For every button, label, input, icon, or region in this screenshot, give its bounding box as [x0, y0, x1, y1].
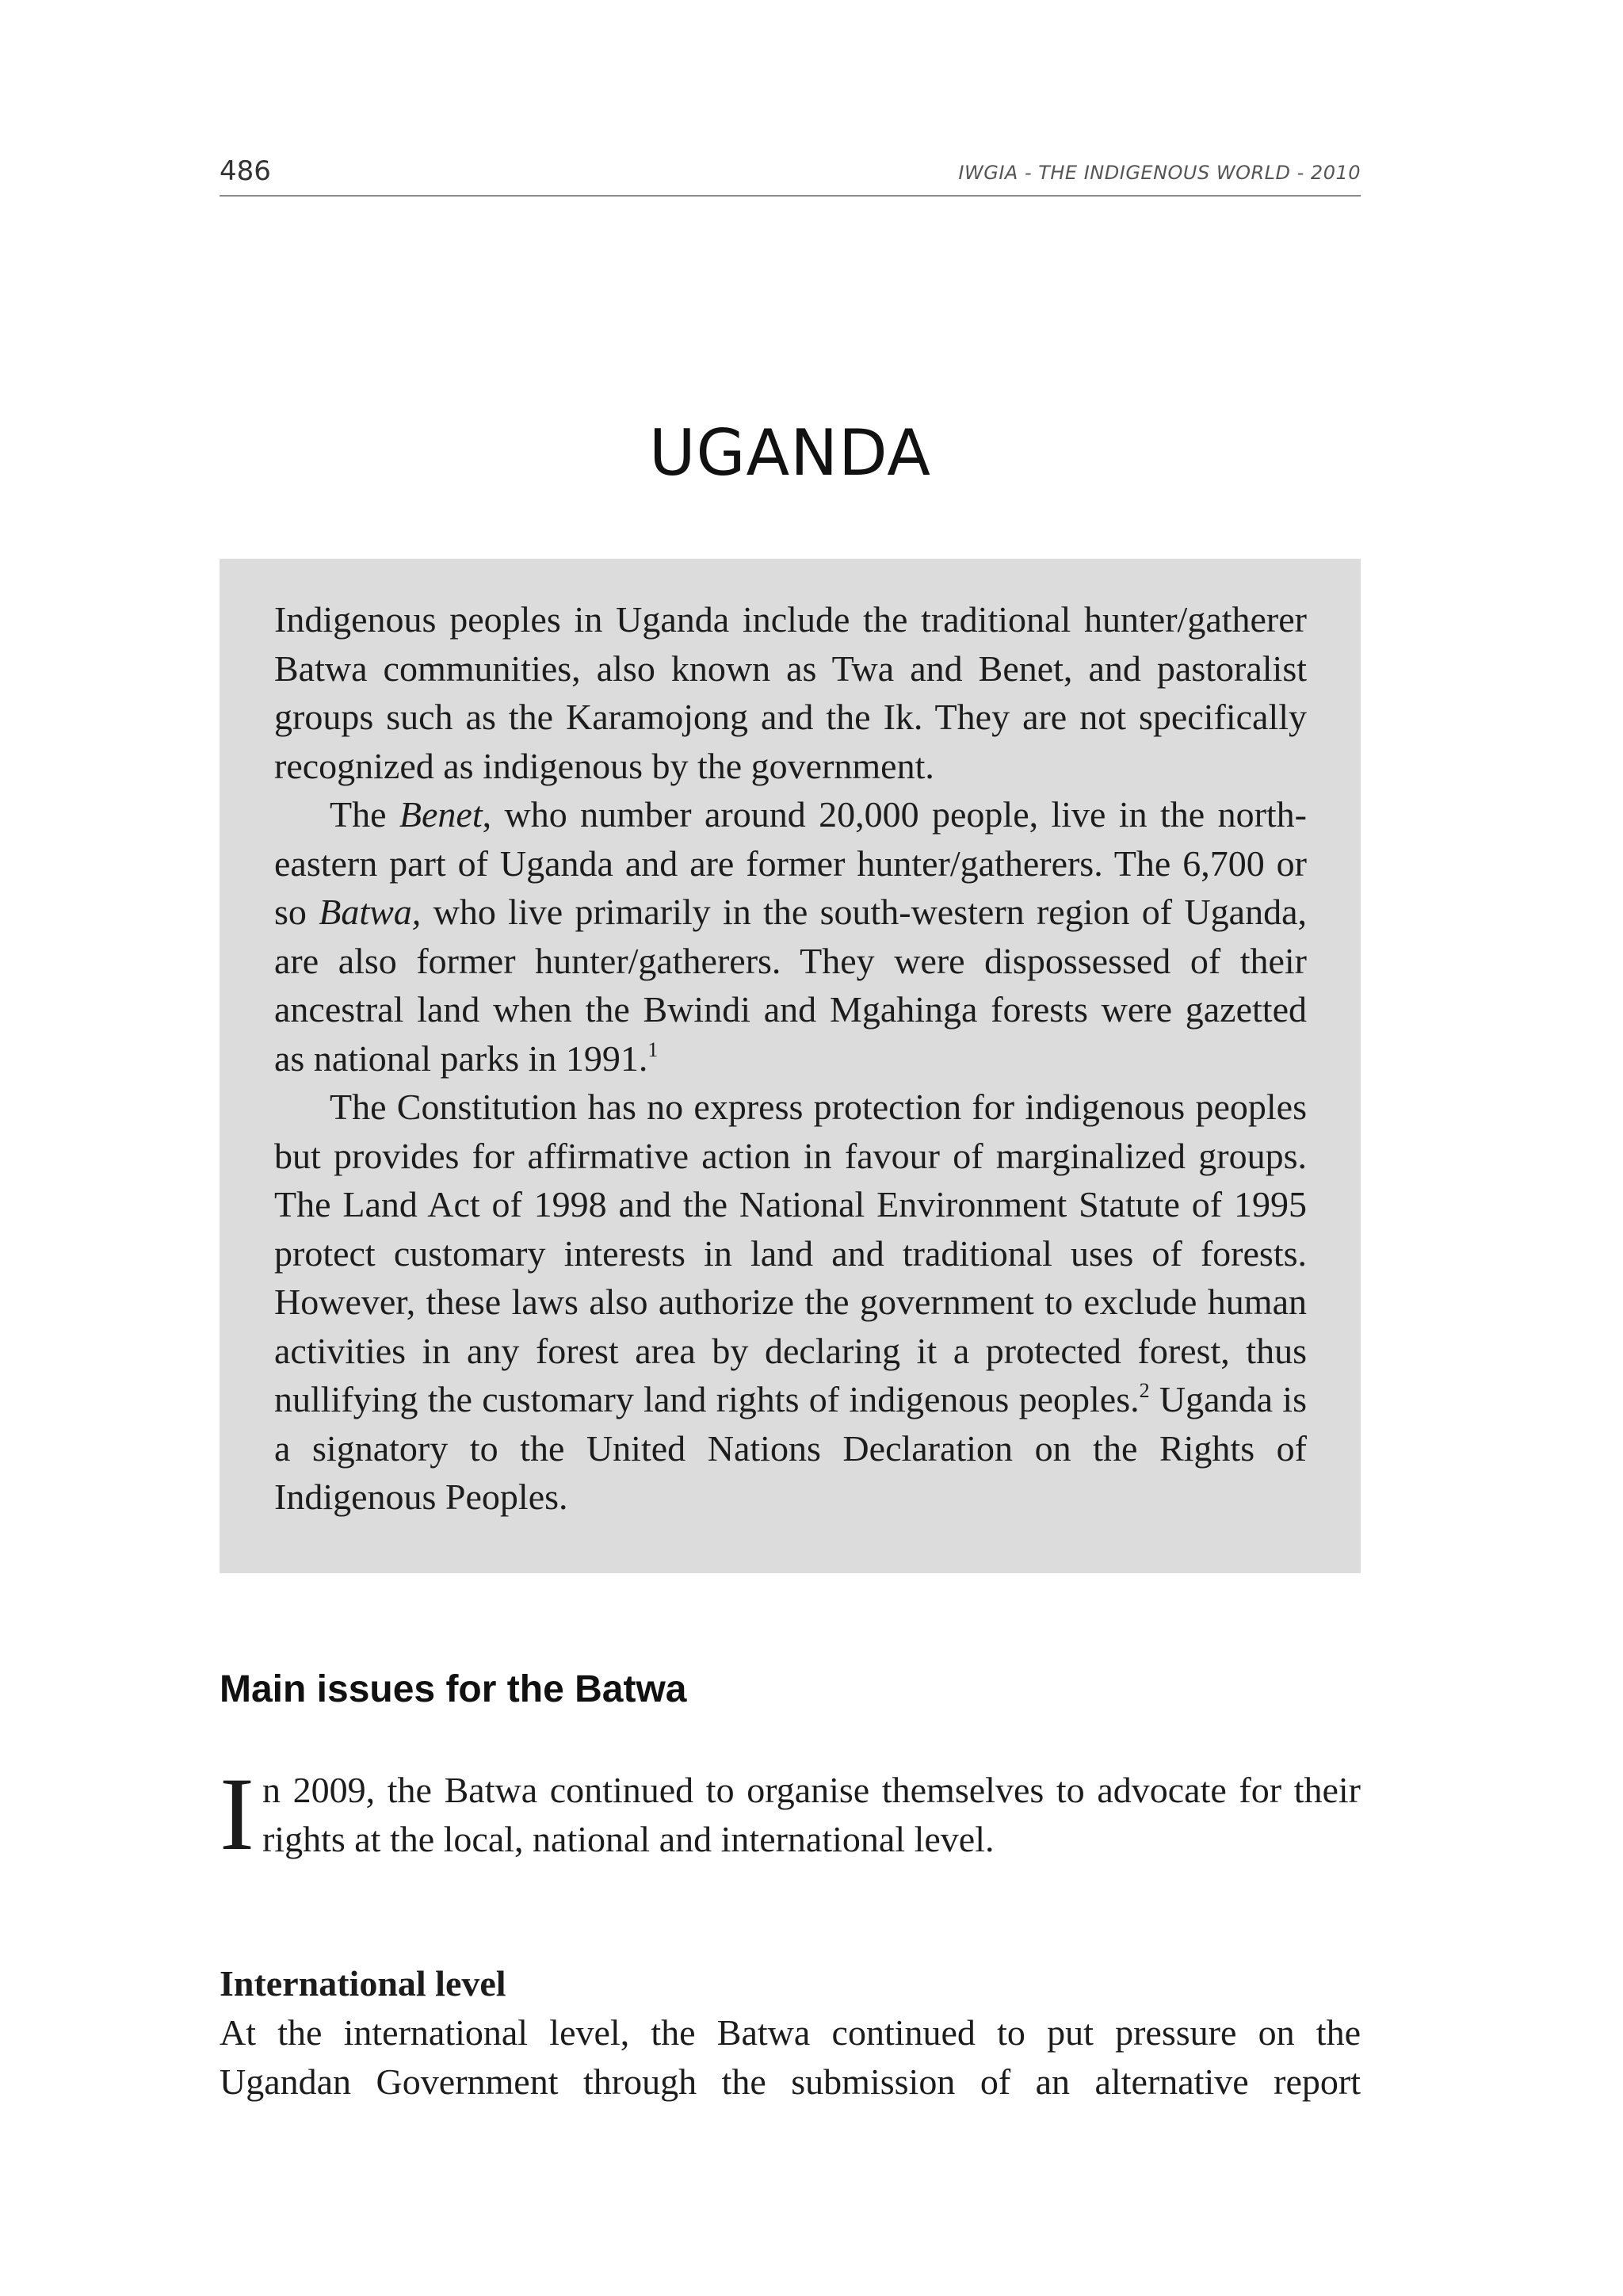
running-head — [220, 151, 1361, 197]
footnote-ref-1[interactable]: 1 — [647, 1037, 659, 1061]
summary-paragraph-2 — [274, 790, 1307, 1083]
summary-text: who live primarily in the south-western region of Uganda, are also former hunter/gatherers. They were dispossessed of their ancestral land when the Bwindi and Mgahinga forests were gazetted as national parks in 1991. — [274, 892, 1307, 1079]
summary-text: , who number around 20,000 people, live in the north-eastern part of Uganda and are former hunter/gatherers. The 6,700 or so — [274, 794, 1307, 932]
summary-text: The Constitution has no express protection for indigenous peoples but provides for affirmative action in favour of marginalized groups. The Land Act of 1998 and the National Environment Statute of 1995 protect customary interests in land and traditional uses of forests. However, these laws also authorize the government to exclude human activities in any forest area by declaring it a protected forest, thus nullifying the customary land rights of indigenous peoples. — [274, 1087, 1307, 1419]
chapter-title: UGANDA — [648, 416, 932, 490]
summary-text: Uganda is a signatory to the United Nations Declaration on the Rights of Indigenous Peoples. — [274, 1379, 1307, 1517]
benet-term: Benet — [399, 794, 483, 835]
intro-text: n 2009, the Batwa continued to organise themselves to advocate for their rights at the local, national and international level. — [262, 1770, 1361, 1859]
running-title: IWGIA - THE INDIGENOUS WORLD - 2010 — [958, 162, 1361, 184]
subheading-international-level: International level — [220, 1963, 506, 2004]
international-paragraph: At the international level, the Batwa continued to put pressure on the Ugandan Government through the submission of an alternative report — [220, 2012, 1361, 2102]
intro-paragraph — [220, 1755, 1361, 1872]
summary-paragraph-3 — [274, 1083, 1307, 1522]
footnote-ref-2[interactable]: 2 — [1139, 1379, 1150, 1402]
section-heading-main-issues: Main issues for the Batwa — [220, 1668, 687, 1710]
summary-box — [220, 559, 1361, 1573]
drop-cap: I — [220, 1755, 254, 1872]
batwa-term: Batwa, — [319, 892, 422, 932]
page-number: 486 — [220, 155, 271, 187]
summary-paragraph-1: Indigenous peoples in Uganda include the traditional hunter/gatherer Batwa communities, also known as Twa and Benet, and pastoralist groups such as the Karamojong and the Ik. They are not specifically recognized as indigenous by the government. — [274, 599, 1307, 786]
summary-text: The — [330, 794, 399, 835]
